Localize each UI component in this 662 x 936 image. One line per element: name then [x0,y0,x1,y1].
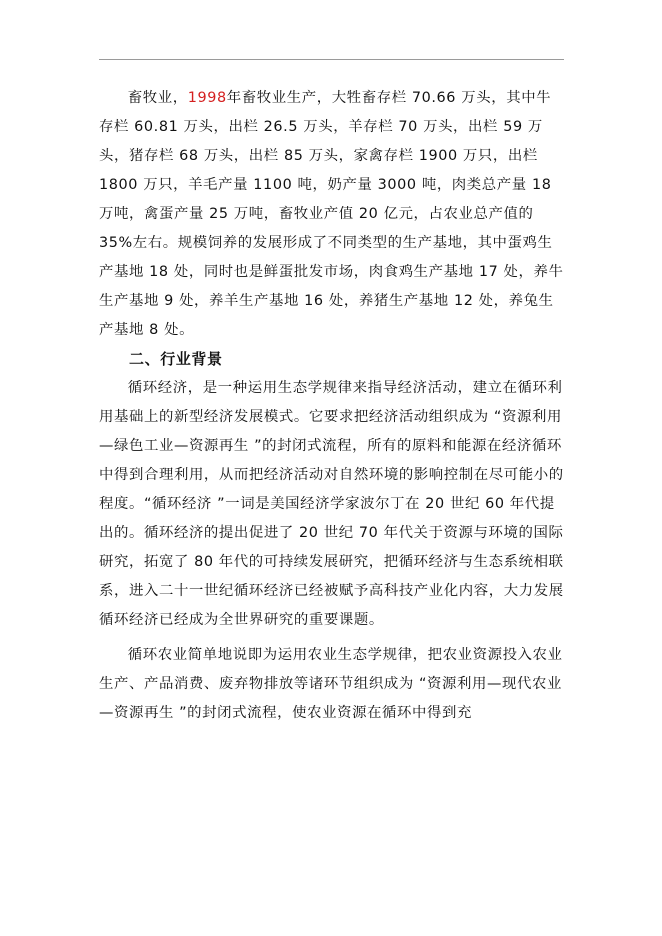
highlighted-year: 1998 [187,90,227,106]
paragraph-livestock-text: 年畜牧业生产，大牲畜存栏 70.66 万头，其中牛存栏 60.81 万头，出栏 26.5 万头，羊存栏 70 万头，出栏 59 万头，猪存栏 68 万头，出栏 85 万头，家禽存栏 1900 万只，出栏 1800 万只，羊毛产量 1100 吨，奶产量 3000 吨，肉类总产量 18 万吨，禽蛋产量 25 万吨，畜牧业产值 20 亿元，占农业总产值的 35%左右。规模饲养的发展形成了不同类型的生产基地，其中蛋鸡生产基地 18 处，同时也是鲜蛋批发市场，肉食鸡生产基地 17 处，养牛生产基地 9 处，养羊生产基地 16 处，养猪生产基地 12 处，养兔生产基地 8 处。 [99,90,564,338]
header-rule [99,59,564,60]
paragraph-livestock [99,84,564,345]
paragraph-livestock-prefix: 畜牧业， [127,90,188,106]
paragraph-circular-economy: 循环经济，是一种运用生态学规律来指导经济活动，建立在循环利用基础上的新型经济发展模式。它要求把经济活动组织成为 “资源利用—绿色工业—资源再生 ”的封闭式流程，所有的原料和能源在经济循环中得到合理利用，从而把经济活动对自然环境的影响控制在尽可能小的程度。“循环经济 ”一词是美国经济学家波尔丁在 20 世纪 60 年代提出的。循环经济的提出促进了 20 世纪 70 年代关于资源与环境的国际研究，拓宽了 80 年代的可持续发展研究，把循环经济与生态系统相联系，进入二十一世纪循环经济已经被赋予高科技产业化内容，大力发展循环经济已经成为全世界研究的重要课题。 [99,380,564,628]
paragraph-circular-agriculture: 循环农业简单地说即为运用农业生态学规律，把农业资源投入农业生产、产品消费、废弃物排放等诸环节组织成为 “资源利用—现代农业—资源再生 ”的封闭式流程，使农业资源在循环中得到充 [99,647,563,721]
document-body [99,84,564,728]
section-heading: 二、行业背景 [129,350,223,368]
